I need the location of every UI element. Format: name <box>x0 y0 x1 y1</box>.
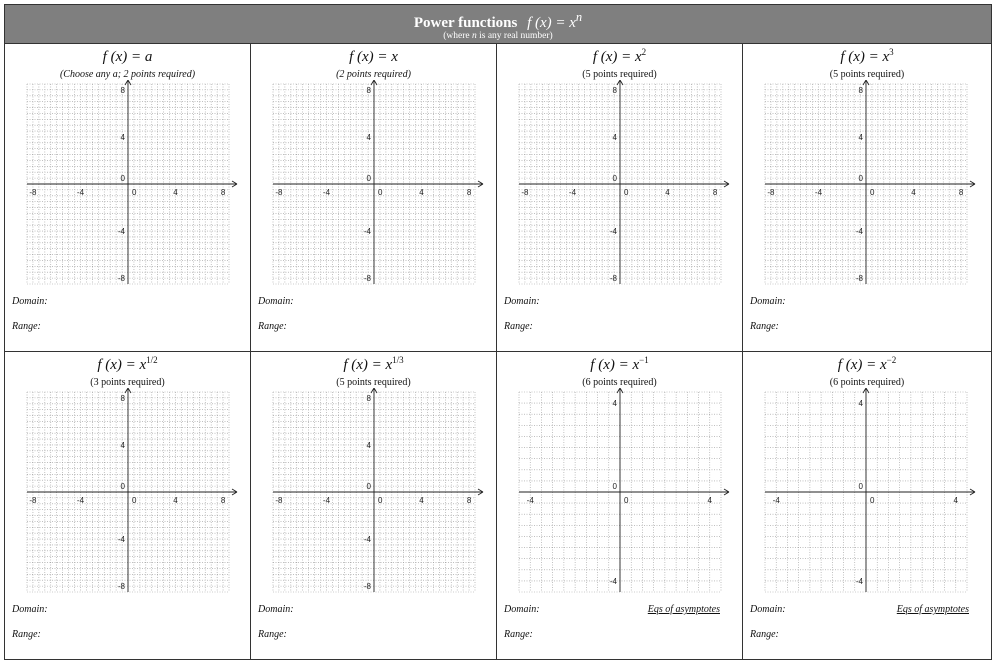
points-required: (5 points required) <box>336 377 411 388</box>
x-tick-label: 8 <box>958 188 964 197</box>
y-tick-label: 8 <box>120 85 125 95</box>
title-text: Power functions <box>413 15 518 31</box>
y-tick-label: 4 <box>612 399 617 409</box>
x-tick-label: 8 <box>220 496 226 505</box>
function-title: f $(x) = x^{1/3}$ <box>343 355 404 373</box>
y-tick-label: 4 <box>858 132 863 142</box>
x-tick-label: -4 <box>772 496 780 505</box>
domain-label: Domain: <box>258 296 294 307</box>
x-tick-label: -4 <box>568 188 577 197</box>
y-tick-label: -8 <box>855 274 863 284</box>
points-required: (5 points required) <box>829 69 905 80</box>
function-title: f $(x) = x^{1/2}$ <box>97 355 158 373</box>
y-tick-label: 0 <box>120 174 125 183</box>
domain-label: Domain: <box>12 604 48 615</box>
x-tick-label: 0 <box>870 496 875 505</box>
x-tick-label: 8 <box>712 188 718 197</box>
y-tick-label: 4 <box>366 440 371 450</box>
y-tick-label: 0 <box>366 174 371 183</box>
x-tick-label: 4 <box>419 496 424 505</box>
graph-cell-constant <box>5 44 251 352</box>
x-tick-label: 0 <box>870 188 875 197</box>
x-tick-label: -4 <box>322 188 331 197</box>
x-tick-label: 4 <box>173 188 178 197</box>
y-tick-label: 4 <box>120 440 125 450</box>
x-tick-label: -8 <box>275 188 283 197</box>
x-tick-label: 4 <box>707 496 713 505</box>
x-tick-label: 4 <box>173 496 178 505</box>
coordinate-grid[interactable] <box>23 388 239 596</box>
graph-cell-linear <box>251 44 497 352</box>
asymptotes-label: Eqs of asymptotes <box>647 604 720 615</box>
x-tick-label: 0 <box>132 496 137 505</box>
x-tick-label: 4 <box>665 188 670 197</box>
y-tick-label: 8 <box>120 393 125 403</box>
y-tick-label: -4 <box>117 227 125 237</box>
y-tick-label: -4 <box>609 576 617 586</box>
x-tick-label: -4 <box>526 496 534 505</box>
graph-cell-reciprocal <box>497 352 743 660</box>
x-tick-label: 8 <box>220 188 226 197</box>
x-tick-label: 4 <box>953 496 959 505</box>
coordinate-grid[interactable] <box>515 388 731 596</box>
title-formula: f $(x) = x^n$ <box>527 10 583 31</box>
coordinate-grid[interactable] <box>761 80 977 288</box>
y-tick-label: -4 <box>117 535 125 545</box>
coordinate-grid[interactable] <box>269 388 485 596</box>
y-tick-label: -4 <box>855 576 863 586</box>
x-tick-label: -8 <box>29 188 37 197</box>
y-tick-label: 0 <box>120 482 125 491</box>
y-tick-label: 4 <box>858 399 863 409</box>
points-required: (6 points required) <box>582 377 657 388</box>
function-title: f $(x) = x^{-1}$ <box>590 355 649 373</box>
domain-label: Domain: <box>258 604 294 615</box>
x-tick-label: -8 <box>767 188 775 197</box>
graph-cell-inverse-square <box>743 352 991 660</box>
coordinate-grid[interactable] <box>515 80 731 288</box>
points-required: (3 points required) <box>90 377 165 388</box>
graph-cell-sqrt <box>5 352 251 660</box>
x-tick-label: -8 <box>29 496 37 505</box>
y-tick-label: -8 <box>609 274 617 284</box>
range-label: Range: <box>258 629 287 640</box>
domain-label: Domain: <box>12 296 48 307</box>
asymptotes-label: Eqs of asymptotes <box>896 604 969 615</box>
range-label: Range: <box>12 321 41 332</box>
graph-cell-cbrt <box>251 352 497 660</box>
y-tick-label: -8 <box>117 582 125 592</box>
y-tick-label: 4 <box>366 132 371 142</box>
x-tick-label: 0 <box>378 496 383 505</box>
x-tick-label: -8 <box>275 496 283 505</box>
y-tick-label: -4 <box>855 227 863 237</box>
coordinate-grid[interactable] <box>23 80 239 288</box>
function-title: f $(x) = x^{-2}$ <box>837 355 897 373</box>
domain-label: Domain: <box>750 296 786 307</box>
x-tick-label: 8 <box>466 188 472 197</box>
function-title: f (x) = x <box>349 49 398 65</box>
function-title: f $(x) = x^2$ <box>592 47 647 65</box>
range-label: Range: <box>504 321 533 332</box>
x-tick-label: 8 <box>466 496 472 505</box>
graph-cell-square <box>497 44 743 352</box>
worksheet <box>4 4 992 660</box>
points-required: (5 points required) <box>582 69 657 80</box>
x-tick-label: 0 <box>132 188 137 197</box>
header-banner <box>5 5 991 44</box>
points-required: (2 points required) <box>336 69 411 80</box>
y-tick-label: 4 <box>612 132 617 142</box>
range-label: Range: <box>750 629 779 640</box>
x-tick-label: -4 <box>814 188 823 197</box>
x-tick-label: -4 <box>76 496 85 505</box>
x-tick-label: 0 <box>624 496 629 505</box>
y-tick-label: 0 <box>612 174 617 183</box>
points-required: (6 points required) <box>829 377 905 388</box>
x-tick-label: -4 <box>322 496 331 505</box>
y-tick-label: 8 <box>366 393 371 403</box>
y-tick-label: 0 <box>858 174 863 183</box>
domain-label: Domain: <box>504 296 540 307</box>
coordinate-grid[interactable] <box>761 388 977 596</box>
y-tick-label: -8 <box>117 274 125 284</box>
function-title: f $(x) = x^3$ <box>840 47 894 65</box>
y-tick-label: 8 <box>366 85 371 95</box>
coordinate-grid[interactable] <box>269 80 485 288</box>
y-tick-label: 4 <box>120 132 125 142</box>
y-tick-label: 8 <box>858 85 863 95</box>
y-tick-label: -8 <box>363 274 371 284</box>
x-tick-label: -8 <box>521 188 529 197</box>
y-tick-label: 0 <box>366 482 371 491</box>
y-tick-label: 8 <box>612 85 617 95</box>
subtitle: (where n is any real number) <box>443 31 553 41</box>
y-tick-label: 0 <box>858 482 863 491</box>
domain-label: Domain: <box>504 604 540 615</box>
points-required: (Choose any a; 2 points required) <box>59 69 196 80</box>
y-tick-label: -4 <box>609 227 617 237</box>
function-title: f (x) = a <box>102 49 153 65</box>
x-tick-label: -4 <box>76 188 85 197</box>
graph-cell-cube <box>743 44 991 352</box>
domain-label: Domain: <box>750 604 786 615</box>
range-label: Range: <box>750 321 779 332</box>
y-tick-label: -8 <box>363 582 371 592</box>
page-title <box>5 10 991 32</box>
x-tick-label: 0 <box>624 188 629 197</box>
range-label: Range: <box>504 629 533 640</box>
range-label: Range: <box>12 629 41 640</box>
x-tick-label: 4 <box>419 188 424 197</box>
x-tick-label: 0 <box>378 188 383 197</box>
range-label: Range: <box>258 321 287 332</box>
x-tick-label: 4 <box>911 188 916 197</box>
y-tick-label: 0 <box>612 482 617 491</box>
y-tick-label: -4 <box>363 535 371 545</box>
y-tick-label: -4 <box>363 227 371 237</box>
